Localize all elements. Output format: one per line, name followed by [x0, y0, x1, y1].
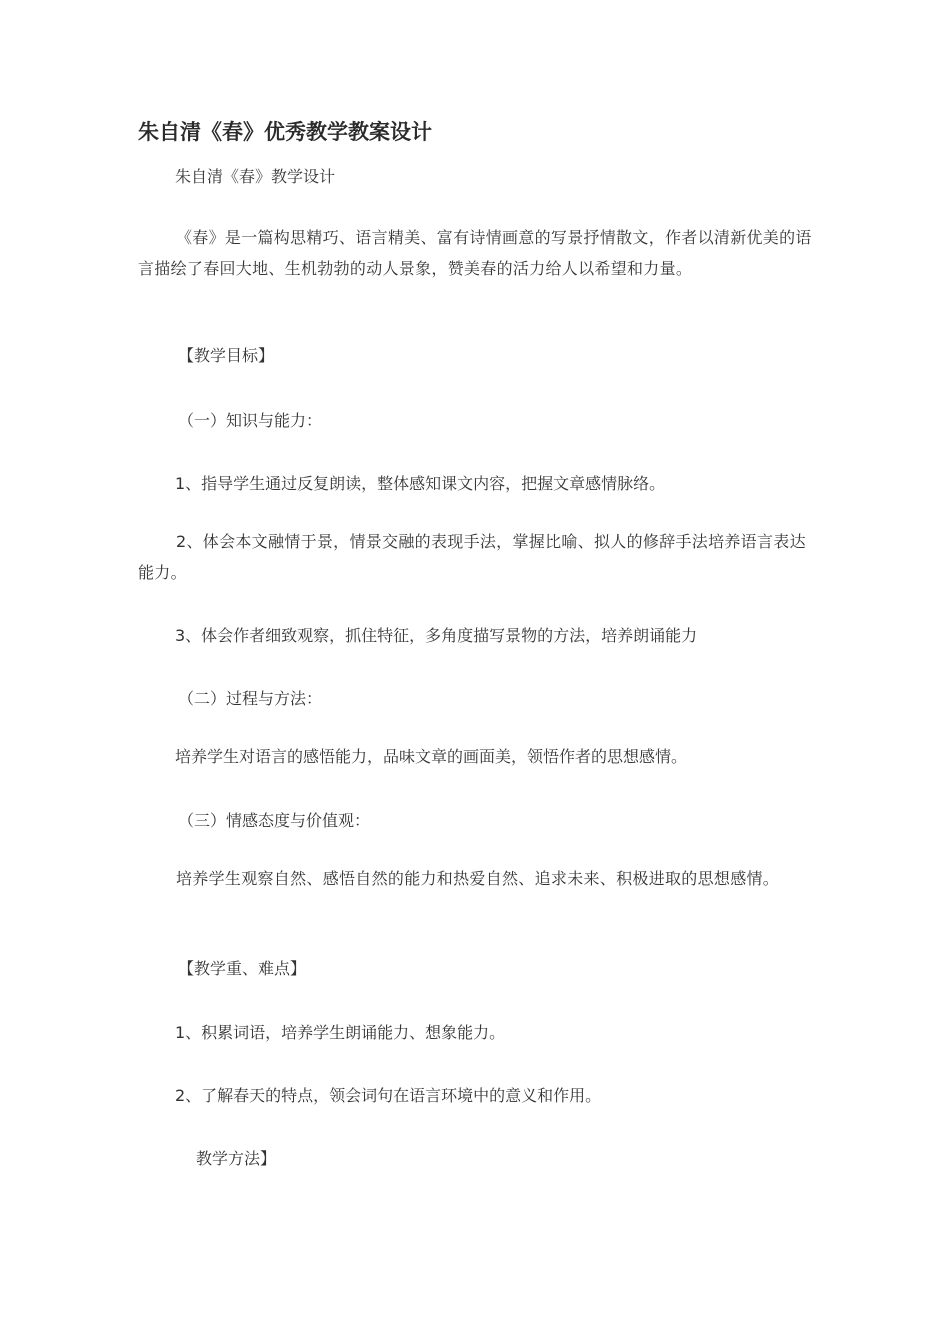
emotion-heading: （三）情感态度与价值观： [178, 811, 371, 830]
knowledge-item: 2、体会本文融情于景，情景交融的表现手法，掌握比喻、拟人的修辞手法培养语言表达能力。 [138, 532, 806, 582]
process-text: 培养学生对语言的感悟能力，品味文章的画面美，领悟作者的思想感情。 [175, 747, 688, 766]
document-subtitle: 朱自清《春》教学设计 [175, 167, 336, 186]
methods-heading: 教学方法】 [196, 1149, 277, 1168]
key-point-item: 1、积累词语，培养学生朗诵能力、想象能力。 [175, 1023, 506, 1042]
goals-heading: 【教学目标】 [178, 346, 275, 365]
key-points-heading: 【教学重、难点】 [178, 959, 307, 978]
knowledge-item: 3、体会作者细致观察，抓住特征，多角度描写景物的方法，培养朗诵能力 [175, 626, 698, 645]
key-point-item: 2、了解春天的特点，领会词句在语言环境中的意义和作用。 [175, 1086, 602, 1105]
emotion-text: 培养学生观察自然、感悟自然的能力和热爱自然、追求未来、积极进取的思想感情。 [176, 869, 780, 888]
knowledge-item: 1、指导学生通过反复朗读，整体感知课文内容，把握文章感情脉络。 [175, 474, 666, 493]
process-heading: （二）过程与方法： [178, 689, 323, 708]
intro-paragraph: 《春》是一篇构思精巧、语言精美、富有诗情画意的写景抒情散文，作者以清新优美的语言描绘了春回大地、生机勃勃的动人景象，赞美春的活力给人以希望和力量。 [138, 228, 812, 278]
knowledge-heading: （一）知识与能力： [178, 411, 323, 430]
document-title: 朱自清《春》优秀教学教案设计 [138, 120, 432, 144]
